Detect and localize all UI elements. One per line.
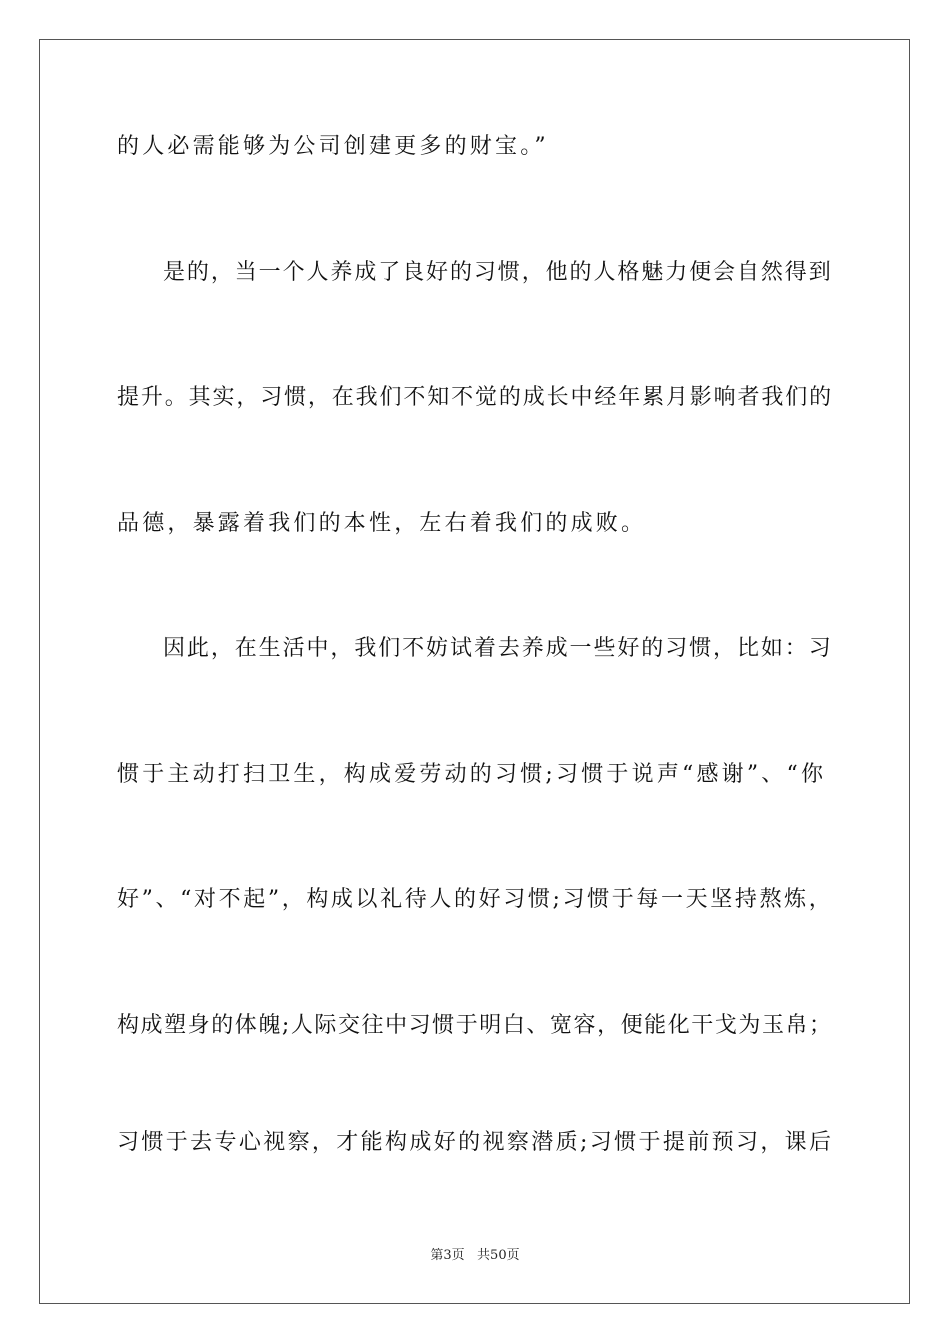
- text-line-6: 惯于主动打扫卫生，构成爱劳动的习惯;习惯于说声“感谢”、“你: [117, 762, 827, 787]
- page-border: [39, 39, 910, 1304]
- paragraph-start-line-5: 因此，在生活中，我们不妨试着去养成一些好的习惯，比如：习: [163, 636, 833, 661]
- paragraph-start-line-2: 是的，当一个人养成了良好的习惯，他的人格魅力便会自然得到: [163, 260, 833, 285]
- text-line-7: 好”、“对不起”，构成以礼待人的好习惯;习惯于每一天坚持熬炼，: [117, 887, 834, 912]
- text-line-8: 构成塑身的体魄;人际交往中习惯于明白、宽容，便能化干戈为玉帛；: [117, 1013, 833, 1038]
- text-line-3: 提升。其实，习惯，在我们不知不觉的成长中经年累月影响者我们的: [117, 385, 834, 410]
- text-line-9: 习惯于去专心视察，才能构成好的视察潜质;习惯于提前预习，课后: [117, 1130, 834, 1155]
- text-line-4: 品德，暴露着我们的本性，左右着我们的成败。: [117, 511, 647, 536]
- page-number-footer: 第3页 共50页: [430, 1248, 520, 1263]
- text-line-1: 的人必需能够为公司创建更多的财宝。”: [117, 134, 549, 159]
